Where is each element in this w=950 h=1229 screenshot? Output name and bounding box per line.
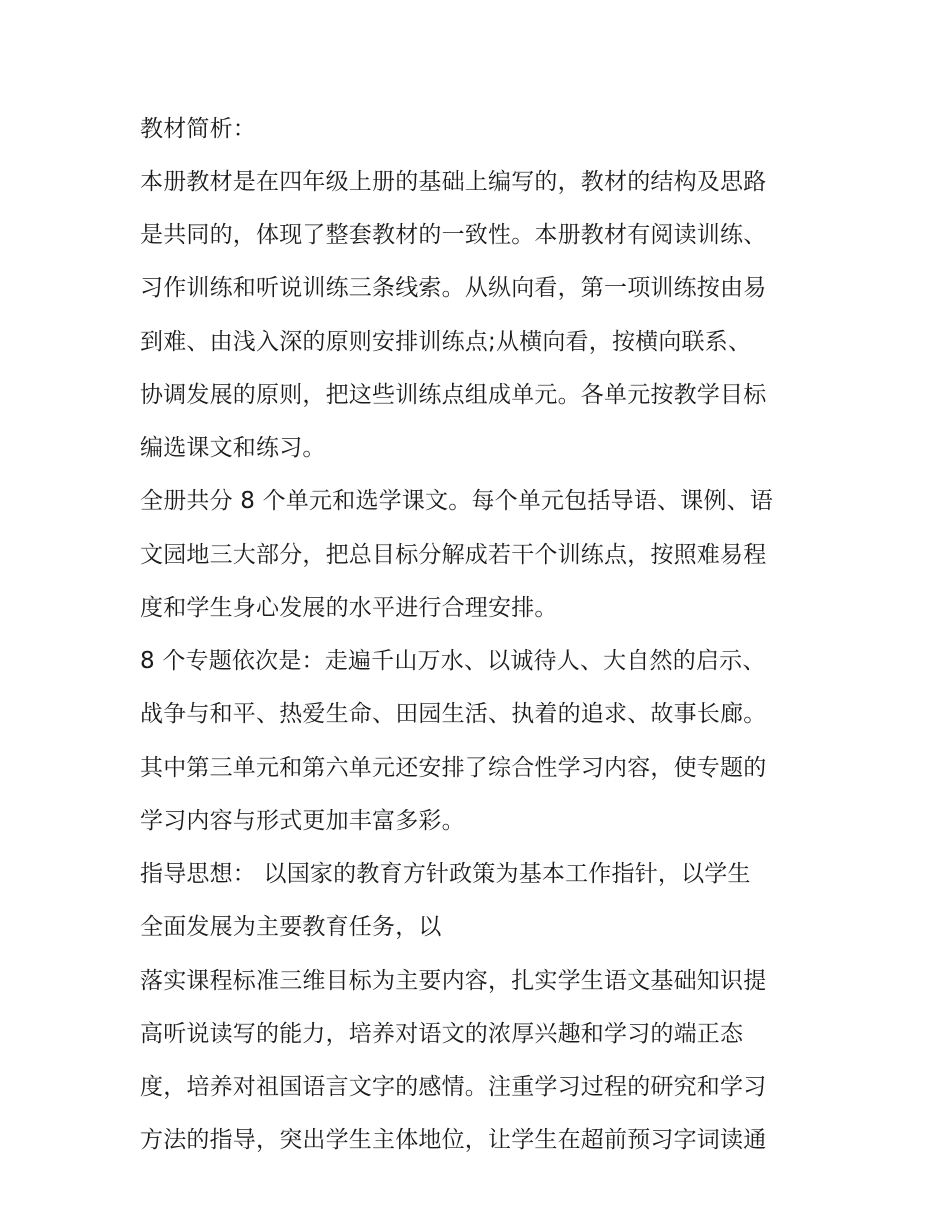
document-body <box>140 110 830 1175</box>
paragraph-line: 是共同的，体现了整套教材的一致性。本册教材有阅读训练、 <box>140 222 767 249</box>
paragraph-line: 度，培养对祖国语言文字的感情。注重学习过程的研究和学习 <box>140 1074 767 1101</box>
paragraph-line: 本册教材是在四年级上册的基础上编写的，教材的结构及思路 <box>140 168 767 195</box>
paragraph-line: 方法的指导，突出学生主体地位，让学生在超前预习字词读通 <box>140 1127 767 1154</box>
paragraph-line: 全面发展为主要教育任务，以 <box>140 914 442 941</box>
heading-teaching-material-analysis: 教材简析： <box>140 115 256 142</box>
paragraph-line: 8 个专题依次是：走遍千山万水、以诚待人、大自然的启示、 <box>140 648 766 675</box>
paragraph-line: 习作训练和听说训练三条线索。从纵向看，第一项训练按由易 <box>140 275 767 302</box>
paragraph-line: 学习内容与形式更加丰富多彩。 <box>140 807 465 834</box>
paragraph-line-guiding-ideology: 指导思想： 以国家的教育方针政策为基本工作指针，以学生 <box>140 861 751 888</box>
paragraph-line: 编选课文和练习。 <box>140 435 326 462</box>
paragraph-line: 落实课程标准三维目标为主要内容，扎实学生语文基础知识提 <box>140 967 767 994</box>
paragraph-line: 文园地三大部分，把总目标分解成若干个训练点，按照难易程 <box>140 541 767 568</box>
paragraph-line: 到难、由浅入深的原则安排训练点;从横向看，按横向联系、 <box>140 328 752 355</box>
paragraph-line: 度和学生身心发展的水平进行合理安排。 <box>140 594 558 621</box>
paragraph-line: 协调发展的原则，把这些训练点组成单元。各单元按教学目标 <box>140 381 767 408</box>
paragraph-line: 全册共分 8 个单元和选学课文。每个单元包括导语、课例、语 <box>140 488 774 515</box>
paragraph-line: 其中第三单元和第六单元还安排了综合性学习内容，使专题的 <box>140 754 767 781</box>
paragraph-line: 高听说读写的能力，培养对语文的浓厚兴趣和学习的端正态 <box>140 1020 744 1047</box>
paragraph-line: 战争与和平、热爱生命、田园生活、执着的追求、故事长廊。 <box>140 701 767 728</box>
